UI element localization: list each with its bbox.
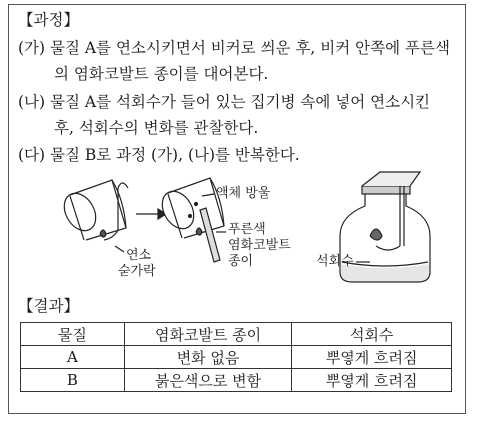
table-cell: 붉은색으로 변함 bbox=[124, 369, 292, 392]
label-droplets: 액체 방울 bbox=[216, 186, 271, 201]
label-limewater: 석회수 bbox=[316, 254, 354, 269]
step-b-line2: 후, 석회수의 변화를 관찰한다. bbox=[54, 119, 259, 137]
spoon-label-leader bbox=[115, 246, 124, 252]
results-heading: 【결과】 bbox=[18, 297, 79, 315]
procedure-heading: 【과정】 bbox=[18, 11, 79, 29]
step-b-line1: (나) 물질 A를 석회수가 들어 있는 집기병 속에 넣어 연소시킨 bbox=[18, 93, 431, 111]
droplet-label-leader bbox=[202, 194, 214, 196]
label-paper-2: 염화코발트 bbox=[228, 238, 291, 253]
step-a-line1: (가) 물질 A를 연소시키면서 비커로 씌운 후, 비커 안쪽에 푸른색 bbox=[18, 39, 450, 57]
results-table bbox=[20, 322, 452, 392]
column-header: 물질 bbox=[21, 323, 125, 346]
beaker-left-icon bbox=[58, 180, 126, 240]
column-header: 석회수 bbox=[292, 323, 452, 346]
table-row bbox=[21, 346, 452, 369]
table-cell: 뿌옇게 흐려짐 bbox=[292, 346, 452, 369]
label-spoon-1: 연소 bbox=[126, 248, 152, 263]
step-a-line2: 의 염화코발트 종이를 대어본다. bbox=[54, 65, 269, 83]
glass-lid-icon bbox=[362, 172, 420, 186]
cobalt-paper-icon bbox=[200, 208, 220, 262]
table-cell: A bbox=[21, 346, 125, 369]
table-cell: B bbox=[21, 369, 125, 392]
table-row bbox=[21, 369, 452, 392]
arrow-right-icon bbox=[136, 209, 166, 219]
label-paper-1: 푸른색 bbox=[228, 222, 266, 237]
table-cell: 뿌옇게 흐려짐 bbox=[292, 369, 452, 392]
beaker-middle-icon bbox=[156, 178, 224, 238]
column-header: 염화코발트 종이 bbox=[124, 323, 292, 346]
label-paper-3: 종이 bbox=[228, 254, 254, 269]
table-header-row bbox=[21, 323, 452, 346]
table-cell: 변화 없음 bbox=[124, 346, 292, 369]
step-c-line1: (다) 물질 B로 과정 (가), (나)를 반복한다. bbox=[18, 146, 300, 164]
label-spoon-2: 숟가락 bbox=[118, 264, 156, 279]
